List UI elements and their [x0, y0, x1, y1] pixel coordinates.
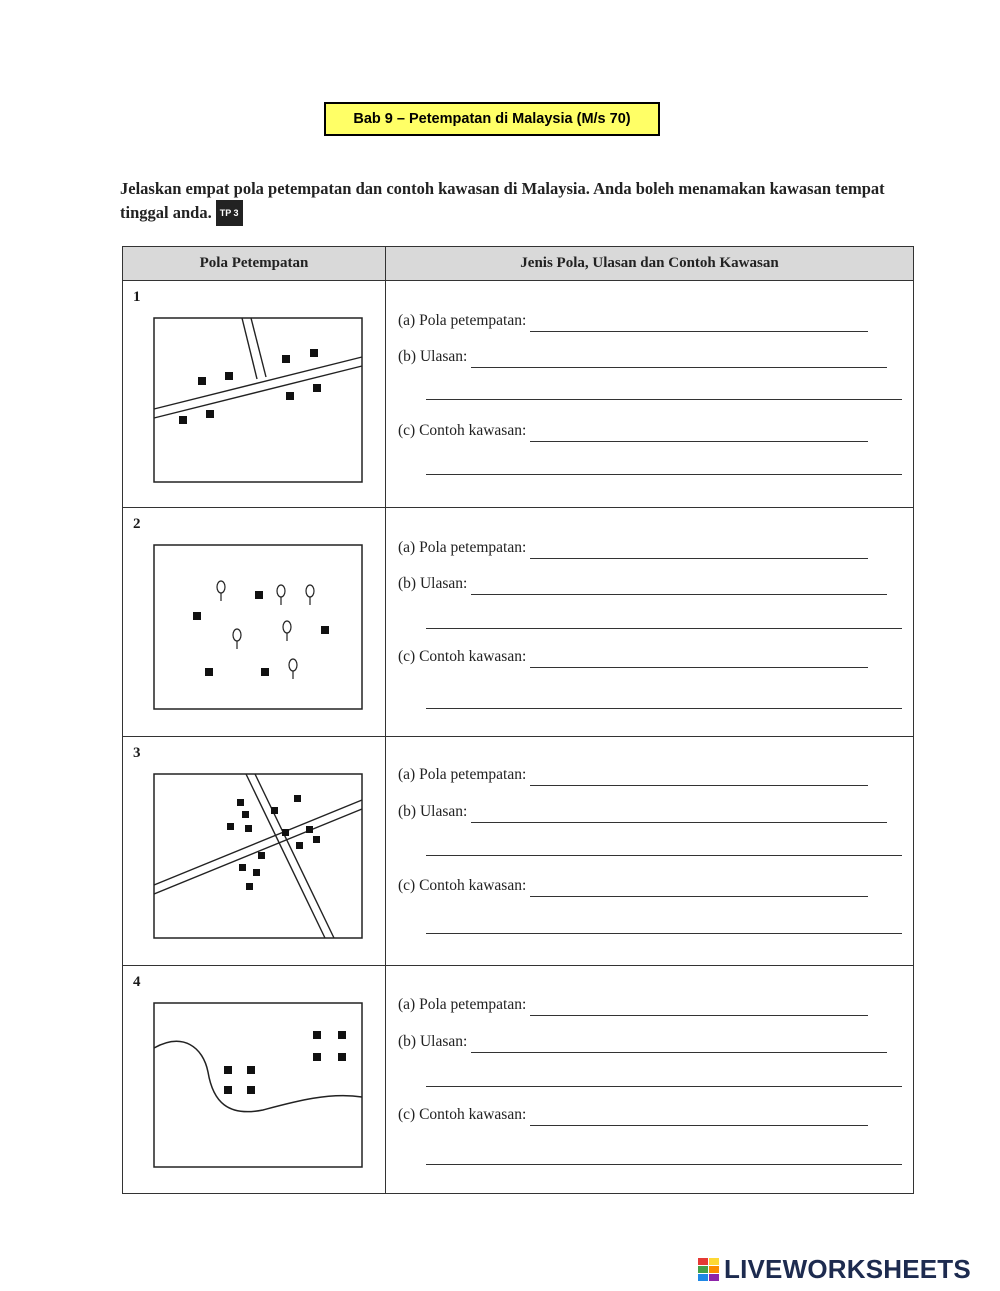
label-pola-petempatan: (a) Pola petempatan:	[398, 996, 527, 1013]
contoh-kawasan-input-4[interactable]	[530, 1107, 868, 1126]
label-contoh-kawasan: (c) Contoh kawasan:	[398, 648, 527, 665]
contoh-kawasan-input-4b[interactable]	[426, 1146, 902, 1165]
label-contoh-kawasan: (c) Contoh kawasan:	[398, 422, 527, 439]
pola-petempatan-input-4[interactable]	[530, 997, 868, 1016]
table-header	[123, 247, 913, 281]
pola-petempatan-input-1[interactable]	[530, 313, 868, 332]
label-ulasan: (b) Ulasan:	[398, 575, 468, 592]
instruction-text: Jelaskan empat pola petempatan dan contoh kawasan di Malaysia. Anda boleh menamakan kawasan tempat tinggal anda.	[120, 179, 885, 222]
ulasan-input-1[interactable]	[471, 349, 887, 368]
header-pola-petempatan: Pola Petempatan	[123, 247, 386, 280]
ulasan-input-4[interactable]	[471, 1034, 887, 1053]
table-row	[123, 508, 913, 737]
ulasan-input-2[interactable]	[471, 576, 887, 595]
scattered-settlement-diagram	[153, 544, 363, 710]
pola-petempatan-input-2[interactable]	[530, 540, 868, 559]
linear-settlement-diagram	[153, 317, 363, 483]
label-ulasan: (b) Ulasan:	[398, 1033, 468, 1050]
settlement-table	[122, 246, 914, 1194]
row-number: 1	[133, 289, 141, 305]
instruction	[120, 178, 920, 226]
row-number: 2	[133, 516, 141, 532]
contoh-kawasan-input-1b[interactable]	[426, 456, 902, 475]
table-row	[123, 281, 913, 508]
table-row	[123, 737, 913, 966]
label-pola-petempatan: (a) Pola petempatan:	[398, 539, 527, 556]
label-pola-petempatan: (a) Pola petempatan:	[398, 312, 527, 329]
chapter-title: Bab 9 – Petempatan di Malaysia (M/s 70)	[353, 111, 631, 127]
ulasan-input-3[interactable]	[471, 804, 887, 823]
row-number: 4	[133, 974, 141, 990]
contoh-kawasan-input-3[interactable]	[530, 878, 868, 897]
label-contoh-kawasan: (c) Contoh kawasan:	[398, 1106, 527, 1123]
riverside-settlement-diagram	[153, 1002, 363, 1168]
tp-badge: TP 3	[216, 200, 243, 226]
contoh-kawasan-input-2b[interactable]	[426, 690, 902, 709]
contoh-kawasan-input-1[interactable]	[530, 423, 868, 442]
ulasan-input-4b[interactable]	[426, 1068, 902, 1087]
ulasan-input-2b[interactable]	[426, 610, 902, 629]
ulasan-input-1b[interactable]	[426, 381, 902, 400]
label-ulasan: (b) Ulasan:	[398, 803, 468, 820]
nucleated-settlement-diagram	[153, 773, 363, 939]
liveworksheets-logo[interactable]	[698, 1254, 971, 1285]
row-number: 3	[133, 745, 141, 761]
ulasan-input-3b[interactable]	[426, 837, 902, 856]
contoh-kawasan-input-3b[interactable]	[426, 915, 902, 934]
pola-petempatan-input-3[interactable]	[530, 767, 868, 786]
label-contoh-kawasan: (c) Contoh kawasan:	[398, 877, 527, 894]
label-pola-petempatan: (a) Pola petempatan:	[398, 766, 527, 783]
header-jenis-pola: Jenis Pola, Ulasan dan Contoh Kawasan	[520, 255, 779, 271]
contoh-kawasan-input-2[interactable]	[530, 649, 868, 668]
liveworksheets-logo-icon	[698, 1258, 720, 1282]
logo-text: LIVEWORKSHEETS	[724, 1254, 971, 1284]
table-row	[123, 966, 913, 1193]
label-ulasan: (b) Ulasan:	[398, 348, 468, 365]
chapter-title-box	[324, 102, 660, 136]
